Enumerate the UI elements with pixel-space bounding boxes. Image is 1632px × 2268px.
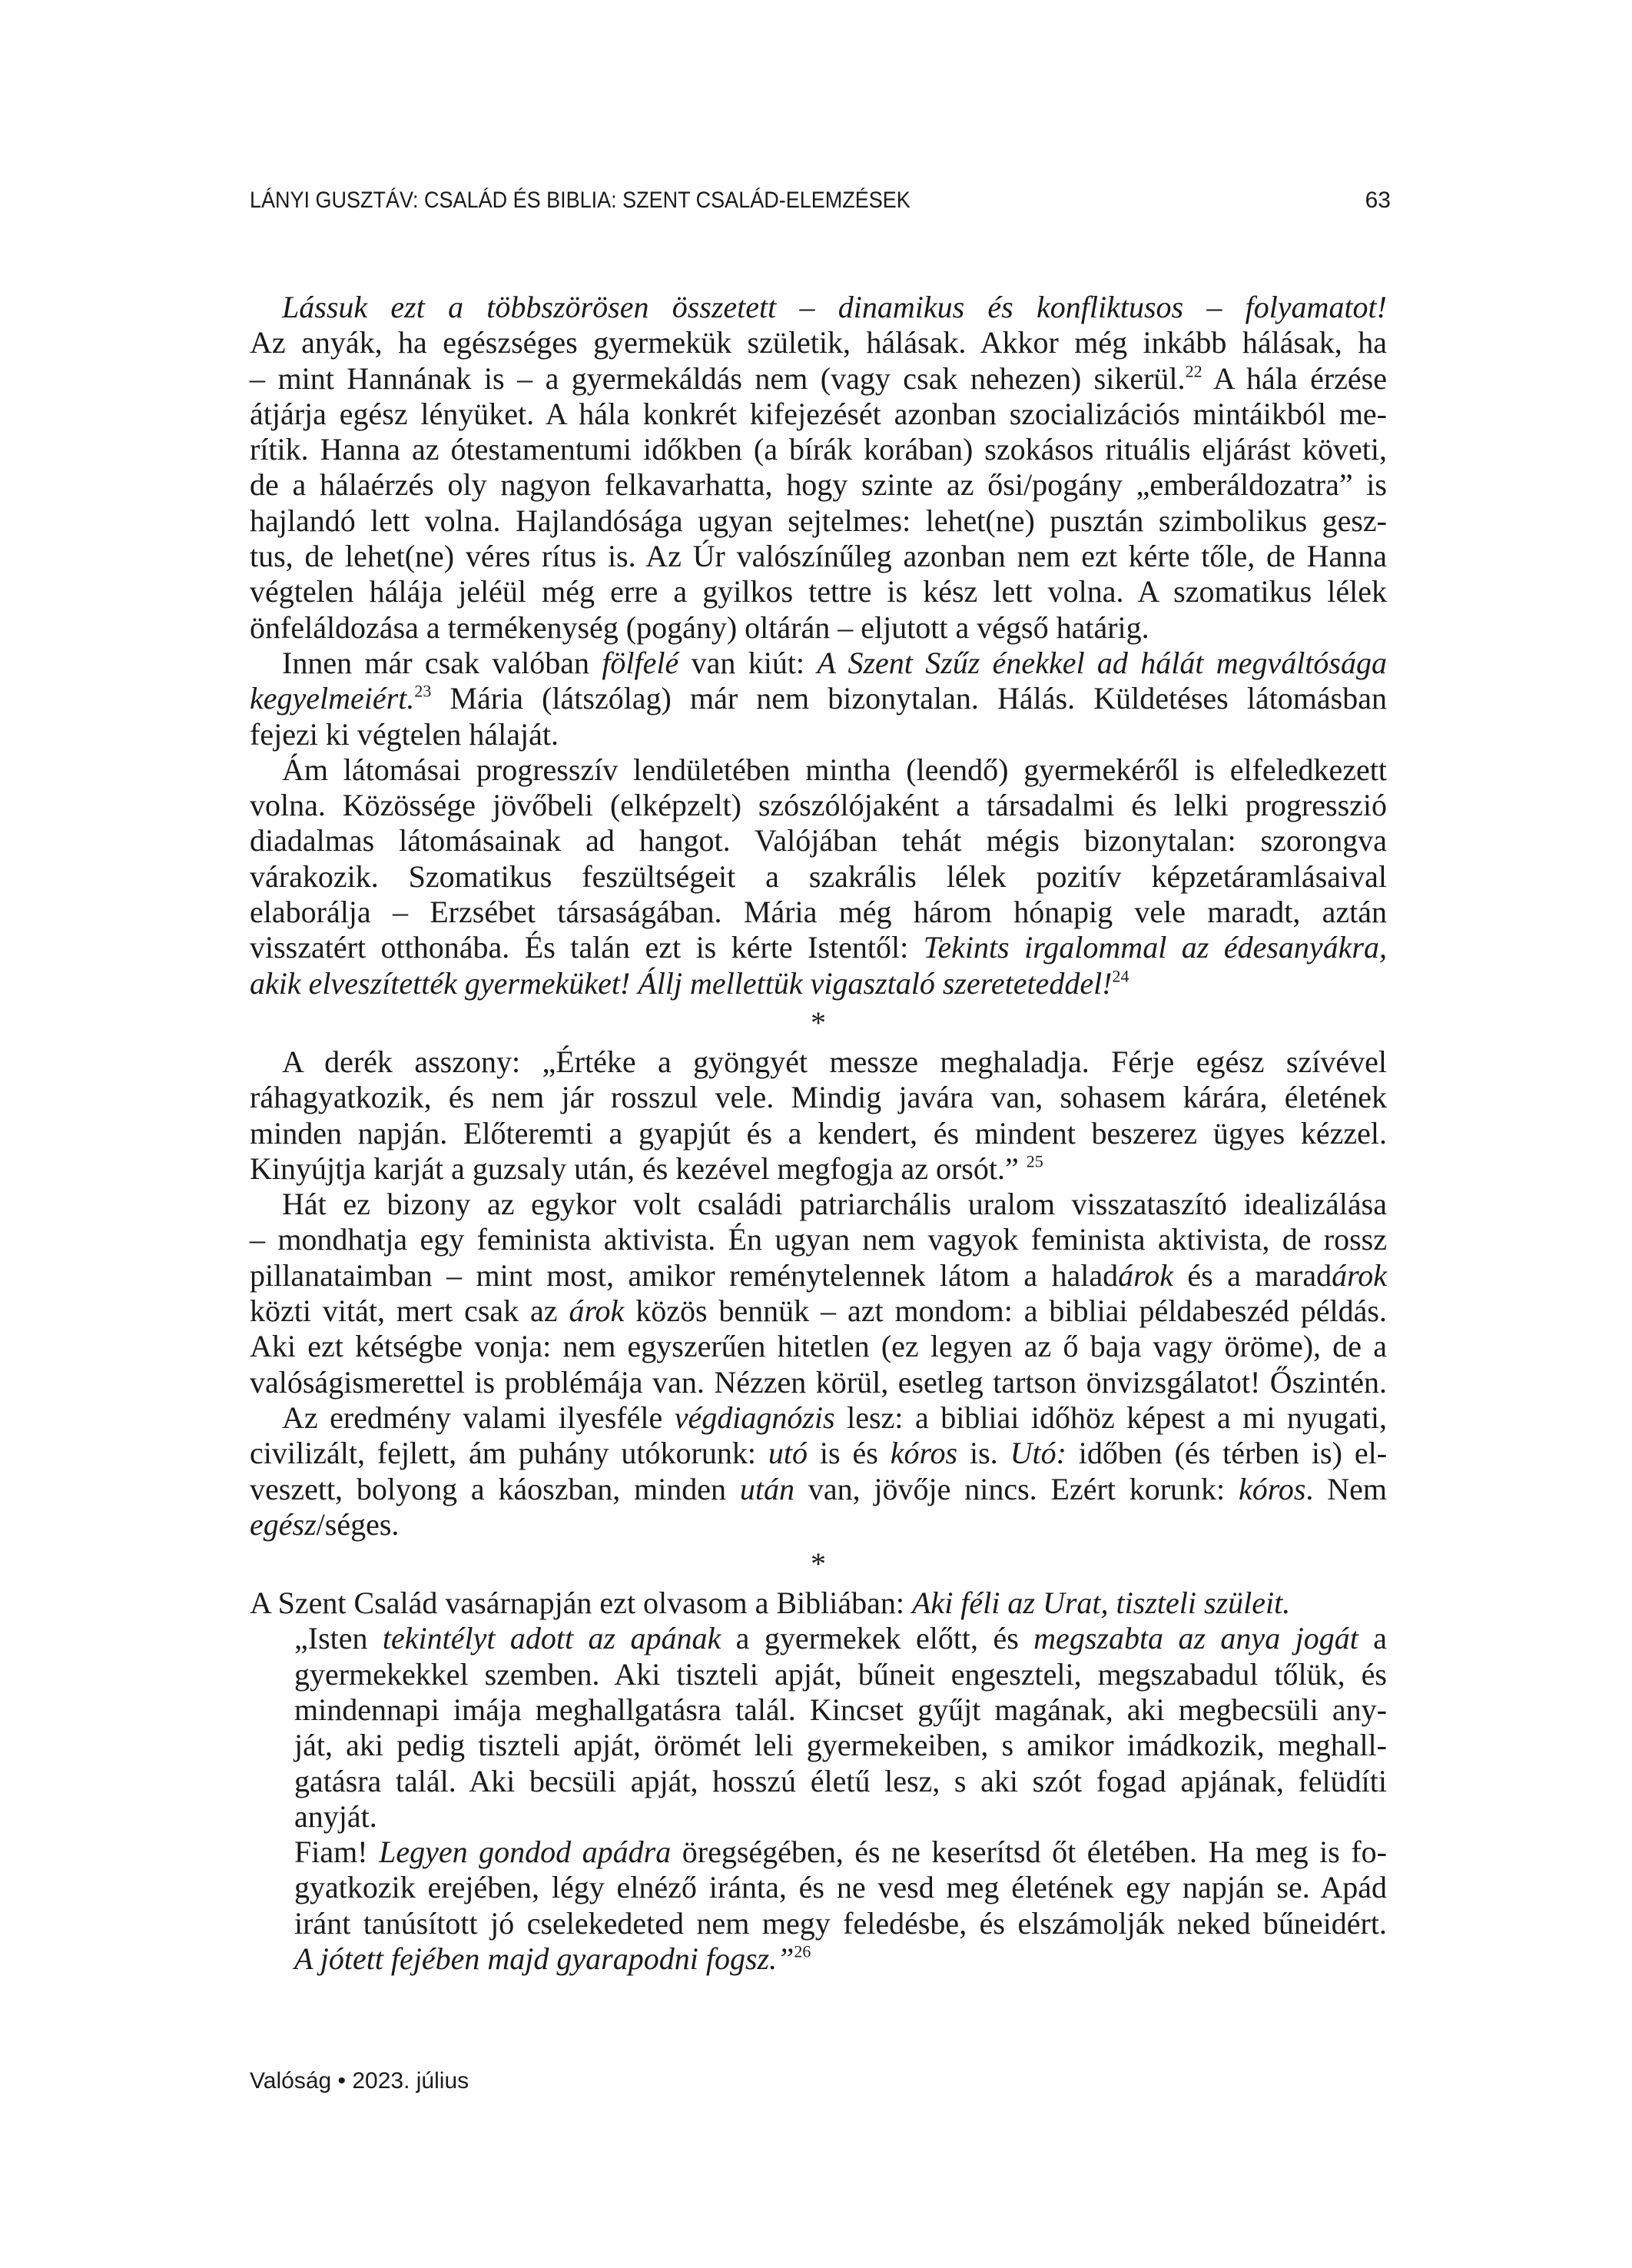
text-line (250, 1507, 1387, 1542)
italic-text: akik elveszítették gyermeküket! Állj mellettük vigasztaló szereteteddel! (250, 965, 1113, 1001)
text-segment: valóságismerettel is problémája van. Nézzen körül, esetleg tartson önvizsgálatot! Őszintén. (250, 1364, 1387, 1400)
text-segment: – mint Hannának is – a gyermekáldás nem (vagy csak nehezen) sikerül. (250, 360, 1186, 396)
quote-line (250, 1941, 1387, 1977)
text-segment: önfeláldozása a termékenység (pogány) oltárán – eljutott a végső határig. (250, 609, 1149, 645)
text-line (250, 1187, 1387, 1222)
quote-line (250, 1835, 1387, 1870)
text-line (250, 1400, 1387, 1436)
italic-text: egész (250, 1506, 317, 1542)
italic-text: kegyelmeiért. (250, 681, 415, 716)
text-line (250, 467, 1387, 503)
text-segment: visszatért otthonába. És talán ezt is kérte Istentől: (250, 930, 924, 965)
text-segment: közti vitát, mert csak az (250, 1293, 569, 1329)
text-line (250, 681, 1387, 716)
quote-line (250, 1657, 1387, 1692)
text-segment: veszett, bolyong a káoszban, minden (250, 1471, 740, 1506)
text-line (250, 1586, 1387, 1621)
text-line (250, 1365, 1387, 1400)
text-segment: Az eredmény valami ilyesféle (282, 1400, 675, 1435)
section-divider-asterisk: * (811, 1004, 826, 1040)
quote-line (250, 1728, 1387, 1763)
text-segment: minden napján. Előteremti a gyapjút és a kendert, és mindent beszerez ügyes kézzel. (250, 1115, 1387, 1151)
text-segment: öregségében, és ne keserítsd őt életében. Ha meg is fo- (671, 1835, 1387, 1870)
text-segment: rítik. Hanna az ótestamentumi időkben (a bírák korában) szokásos rituális eljárást követi, (250, 432, 1387, 467)
italic-text: után (739, 1471, 795, 1506)
text-segment: anyját. (294, 1798, 377, 1834)
text-segment: időben (és térben is) el- (1066, 1436, 1388, 1471)
text-segment: Ám látomásai progresszív lendületében mintha (leendő) gyermekéről is elfeledkezett (282, 752, 1387, 787)
text-segment: pillanataimban – mint most, amikor reménytelennek látom a halad (250, 1257, 1119, 1293)
text-segment: de a hálaérzés oly nagyon felkavarhatta, hogy szinte az ősi/pogány „emberáldozatra” is (250, 467, 1387, 503)
text-segment: van, jövője nincs. Ezért korunk: (794, 1471, 1239, 1506)
text-segment: Mária (látszólag) már nem bizonytalan. Hálás. Küldetéses látomásban (431, 681, 1387, 716)
quote-line (250, 1764, 1387, 1799)
quote-line (250, 1799, 1387, 1835)
text-segment: A Szent Család vasárnapján ezt olvasom a Bibliában: (250, 1586, 912, 1621)
article-body (250, 290, 1387, 1977)
italic-text: Utó: (1010, 1436, 1066, 1471)
italic-text: megszabta az anya jogát (1033, 1621, 1358, 1656)
text-line (250, 788, 1387, 823)
text-line (250, 1436, 1387, 1471)
text-line (250, 432, 1387, 467)
quote-line (250, 1692, 1387, 1728)
text-segment: mindennapi imája meghallgatásra talál. Kincset gyűjt magának, aki megbecsüli any- (294, 1692, 1387, 1727)
text-segment: átjárja egész lényüket. A hála konkrét kifejezését azonban szocializációs mintáikból me- (250, 396, 1387, 431)
text-segment: van kiút: (678, 645, 818, 680)
text-segment: civilizált, fejlett, ám puhány utókorunk: (250, 1436, 768, 1471)
text-line (250, 1116, 1387, 1151)
text-segment: diadalmas látomásainak ad hangot. Valójában tehát mégis bizonytalan: szorongva (250, 823, 1387, 858)
text-segment: elaborálja – Erzsébet társaságában. Mária még három hónapig vele maradt, aztán (250, 895, 1387, 930)
running-title: LÁNYI GUSZTÁV: CSALÁD ÉS BIBLIA: SZENT CSALÁD-ELEMZÉSEK (250, 188, 911, 213)
text-line (250, 752, 1387, 788)
text-line (250, 1151, 1387, 1187)
text-segment: Innen már csak valóban (282, 645, 602, 680)
text-line (250, 859, 1387, 895)
text-line (250, 1080, 1387, 1115)
text-segment: volna. Közössége jövőbeli (elképzelt) szószólójaként a társadalmi és lelki progresszió (250, 788, 1387, 823)
text-segment: is. (957, 1436, 1010, 1471)
text-line (250, 895, 1387, 930)
text-line (250, 539, 1387, 574)
text-segment: Az anyák, ha egészséges gyermekük születik, hálásak. Akkor még inkább hálásak, ha (250, 325, 1387, 360)
footnote-ref: 26 (794, 1941, 811, 1961)
italic-text: utó (768, 1436, 808, 1471)
text-line (250, 646, 1387, 681)
quote-line (250, 1870, 1387, 1905)
text-segment: . Nem (1305, 1471, 1387, 1506)
text-segment: is és (808, 1436, 891, 1471)
footnote-ref: 23 (414, 681, 432, 701)
text-line (250, 1293, 1387, 1329)
italic-text: Lássuk ezt a többszörösen összetett – dinamikus és konfliktusos – folyamatot! (282, 290, 1387, 324)
text-segment: és a marad (1173, 1257, 1332, 1293)
italic-text: árok (1118, 1257, 1173, 1293)
text-line (250, 1222, 1387, 1257)
text-segment: közös bennük – azt mondom: a bibliai példabeszéd példás. (624, 1293, 1387, 1329)
text-line (250, 361, 1387, 397)
text-segment: Kinyújtja karját a guzsaly után, és kezével megfogja az orsót.” (250, 1151, 1027, 1186)
text-line (250, 1329, 1387, 1364)
text-line (250, 325, 1387, 360)
text-segment: lesz: a bibliai időhöz képest a mi nyugati, (834, 1400, 1388, 1435)
text-line (250, 1258, 1387, 1293)
italic-text: árok (1332, 1257, 1388, 1293)
text-segment: ját, aki pedig tiszteli apját, örömét leli gyermekeiben, s amikor imádkozik, meghall- (294, 1728, 1387, 1763)
footnote-ref: 24 (1112, 966, 1129, 986)
text-segment: gatásra talál. Aki becsüli apját, hosszú életű lesz, s aki szót fogad apjának, felüdíti (294, 1763, 1387, 1798)
italic-text: Aki féli az Urat, tiszteli szüleit. (912, 1586, 1291, 1621)
text-segment: végtelen hálája jeléül még erre a gyilkos tettre is kész lett volna. A szomatikus lélek (250, 574, 1387, 609)
text-segment: – mondhatja egy feminista aktivista. Én ugyan nem vagyok feminista aktivista, de rossz (250, 1222, 1387, 1257)
text-segment: /séges. (316, 1506, 400, 1542)
text-segment: fejezi ki végtelen hálaját. (250, 716, 559, 752)
page-number: 63 (1365, 188, 1391, 213)
italic-text: végdiagnózis (674, 1400, 835, 1435)
text-segment: iránt tanúsított jó cselekedeted nem megy feledésbe, és elszámolják neked bűneidért. (294, 1905, 1387, 1941)
text-segment: a (1358, 1621, 1387, 1656)
text-segment: Fiam! (294, 1835, 380, 1870)
text-segment: hajlandó lett volna. Hajlandósága ugyan sejtelmes: lehet(ne) pusztán szimbolikus gesz- (250, 503, 1387, 538)
footnote-ref: 25 (1026, 1151, 1043, 1171)
text-segment: tus, de lehet(ne) véres rítus is. Az Úr valószínűleg azonban nem ezt kérte tőle, de Hanna (250, 539, 1387, 574)
text-segment: a gyermekek előtt, és (721, 1621, 1034, 1656)
text-segment: A hála érzése (1202, 360, 1387, 396)
text-line (250, 290, 1387, 325)
italic-text: árok (569, 1293, 625, 1329)
text-line (250, 1044, 1387, 1080)
quote-line (250, 1906, 1387, 1941)
italic-text: fölfelé (602, 645, 679, 680)
text-line (250, 574, 1387, 609)
text-line (250, 503, 1387, 539)
text-line (250, 610, 1387, 646)
text-line (250, 397, 1387, 432)
text-segment: Aki ezt kétségbe vonja: nem egyszerűen hitetlen (ez legyen az ő baja vagy öröme), de a (250, 1329, 1387, 1364)
italic-text: tekintélyt adott az apának (382, 1621, 721, 1656)
text-segment: A derék asszony: „Értéke a gyöngyét messze meghaladja. Férje egész szívével (282, 1044, 1387, 1079)
text-segment: várakozik. Szomatikus feszültségeit a szakrális lélek pozitív képzetáramlásaival (250, 858, 1387, 894)
text-segment: ráhagyatkozik, és nem jár rosszul vele. Mindig javára van, sohasem kárára, életének (250, 1080, 1387, 1115)
italic-text: kóros (1238, 1471, 1306, 1506)
footnote-ref: 22 (1185, 361, 1202, 381)
text-segment: gyermekekkel szemben. Aki tiszteli apját, bűneit engeszteli, megszabadul tőlük, és (294, 1656, 1387, 1692)
italic-text: Tekints irgalommal az édesanyákra, (923, 930, 1387, 965)
text-segment: Hát ez bizony az egykor volt családi patriarchális uralom visszataszító idealizálása (282, 1187, 1387, 1222)
italic-text: Legyen gondod apádra (379, 1835, 672, 1870)
text-line (250, 717, 1387, 752)
text-segment: gyatkozik erejében, légy elnéző iránta, és ne vesd meg életének egy napján se. Apád (294, 1870, 1387, 1905)
section-divider-asterisk: * (811, 1546, 826, 1582)
text-line (250, 823, 1387, 858)
text-line (250, 966, 1387, 1001)
italic-text: A Szent Szűz énekkel ad hálát megváltósága (817, 645, 1387, 680)
text-line (250, 930, 1387, 965)
italic-text: kóros (890, 1436, 958, 1471)
text-line (250, 1472, 1387, 1507)
text-segment: „Isten (294, 1621, 383, 1656)
italic-text: A jótett fejében majd gyarapodni fogsz.” (294, 1941, 794, 1977)
journal-footer: Valóság • 2023. július (250, 2068, 469, 2094)
running-header (250, 188, 1391, 214)
quote-line (250, 1621, 1387, 1656)
